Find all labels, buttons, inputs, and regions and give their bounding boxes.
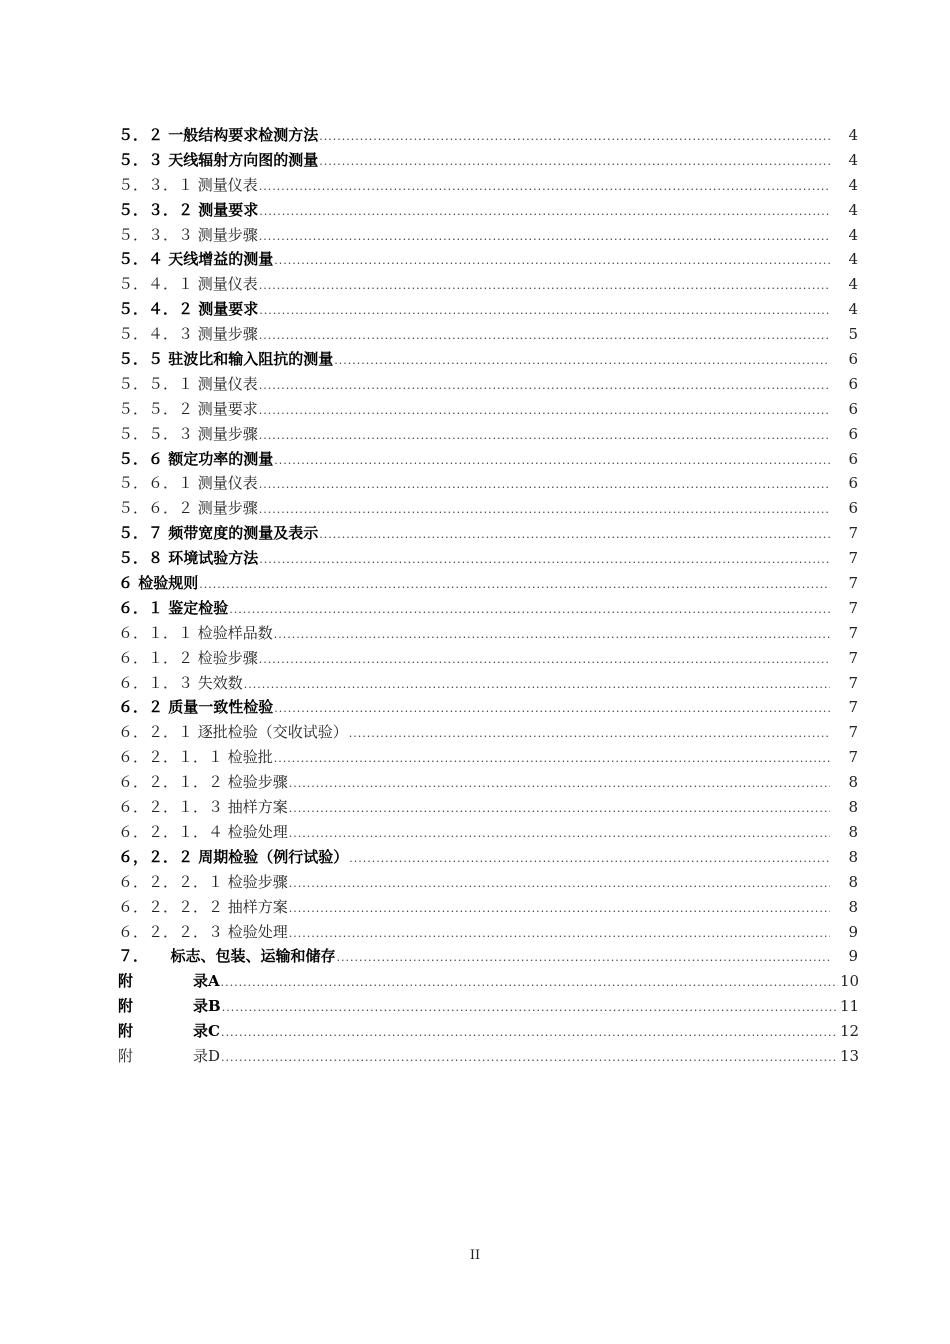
toc-page-number: 7 xyxy=(848,648,858,667)
dot-leader xyxy=(319,528,830,541)
toc-entry[interactable] xyxy=(118,696,858,721)
toc-entry-label: ５．８ 环境试验方法 xyxy=(118,549,259,568)
toc-entry[interactable] xyxy=(118,298,858,323)
toc-entry-label xyxy=(118,995,221,1016)
toc-entry[interactable] xyxy=(118,248,858,273)
toc-page-number: 10 xyxy=(840,972,860,991)
dot-leader xyxy=(319,155,830,168)
toc-page-number: 7 xyxy=(848,748,858,767)
toc-entry-label: ６，２．２ 周期检验（例行试验） xyxy=(118,847,349,866)
toc-entry-label: ５．３．３ 测量步骤 xyxy=(118,225,258,244)
toc-entry[interactable] xyxy=(118,622,858,647)
toc-page-number: 7 xyxy=(848,723,858,742)
toc-page-number: 7 xyxy=(848,574,858,593)
toc-entry[interactable] xyxy=(118,597,858,622)
toc-page-number: 8 xyxy=(848,897,858,916)
dot-leader xyxy=(199,578,830,591)
toc-page-number: 5 xyxy=(848,325,858,344)
dot-leader xyxy=(259,230,830,243)
dot-leader xyxy=(274,702,830,715)
toc-page-number: 7 xyxy=(848,549,858,568)
toc-entry[interactable] xyxy=(118,472,858,497)
dot-leader xyxy=(289,777,830,790)
toc-entry-label: ５．６ 额定功率的测量 xyxy=(118,449,274,468)
toc-page-number: 6 xyxy=(848,424,858,443)
toc-entry[interactable] xyxy=(118,224,858,249)
toc-entry-label: ５．４．１ 测量仪表 xyxy=(118,275,258,294)
toc-entry-label xyxy=(118,970,220,991)
toc-page-number: 9 xyxy=(848,922,858,941)
toc-entry[interactable] xyxy=(118,149,858,174)
toc-entry[interactable] xyxy=(118,771,858,796)
toc-entry-label: ５．７ 频带宽度的测量及表示 xyxy=(118,524,319,543)
appendix-prefix: 附 xyxy=(118,1022,134,1041)
toc-entry-label: ６．２．２．１ 检验步骤 xyxy=(118,872,288,891)
toc-entry[interactable] xyxy=(118,746,858,771)
toc-entry-label: ６．２．１．３ 抽样方案 xyxy=(118,798,288,817)
toc-page-number: 4 xyxy=(848,300,858,319)
toc-entry-label: ５．５．１ 测量仪表 xyxy=(118,374,258,393)
toc-entry[interactable] xyxy=(118,522,858,547)
toc-entry[interactable] xyxy=(118,821,858,846)
toc-entry-label: ５．４．２ 测量要求 xyxy=(118,300,259,319)
toc-entry-label: ５．５．２ 测量要求 xyxy=(118,399,258,418)
dot-leader xyxy=(259,553,830,566)
dot-leader xyxy=(337,951,830,964)
toc-entry[interactable] xyxy=(118,497,858,522)
dot-leader xyxy=(274,254,830,267)
dot-leader xyxy=(334,354,830,367)
toc-page-number: 8 xyxy=(848,847,858,866)
toc-entry[interactable] xyxy=(118,273,858,298)
toc-page-number: 4 xyxy=(848,150,858,169)
toc-entry-label: ５．５ 驻波比和输入阻抗的测量 xyxy=(118,350,334,369)
toc-page-number: 4 xyxy=(848,275,858,294)
toc-page-number: 11 xyxy=(840,997,860,1016)
toc-entry-label: ６．１．３ 失效数 xyxy=(118,673,243,692)
toc-page-number: 6 xyxy=(848,449,858,468)
toc-page-number: 8 xyxy=(848,872,858,891)
toc-entry-label xyxy=(118,1045,220,1066)
toc-entry-label: ５．３．１ 测量仪表 xyxy=(118,175,258,194)
toc-entry-label: ６．２．１ 逐批检验（交收试验） xyxy=(118,723,348,742)
toc-entry[interactable] xyxy=(118,921,858,946)
toc-entry[interactable] xyxy=(118,348,858,373)
toc-page-number: 7 xyxy=(848,623,858,642)
toc-entry-label: ６ 检验规则 xyxy=(118,574,199,593)
toc-page-number: 7 xyxy=(848,598,858,617)
toc-entry[interactable] xyxy=(118,398,858,423)
appendix-prefix: 附 xyxy=(118,997,134,1016)
toc-entry[interactable] xyxy=(118,323,858,348)
dot-leader xyxy=(259,404,830,417)
toc-page-number: 13 xyxy=(840,1046,860,1065)
toc-entry-label: ５．６．２ 测量步骤 xyxy=(118,499,258,518)
toc-entry-label: ６．１ 鉴定检验 xyxy=(118,598,229,617)
dot-leader xyxy=(274,454,830,467)
toc-page-number: 7 xyxy=(848,673,858,692)
appendix-title: 录D xyxy=(193,1046,221,1065)
toc-entry-label: ５．５．３ 测量步骤 xyxy=(118,424,258,443)
dot-leader xyxy=(349,852,830,865)
dot-leader xyxy=(289,802,830,815)
toc-entry-label: ６．２．２．３ 检验处理 xyxy=(118,922,288,941)
dot-leader xyxy=(289,827,830,840)
toc-entry-label: ６．２．１．１ 检验批 xyxy=(118,748,273,767)
dot-leader xyxy=(259,205,830,218)
dot-leader xyxy=(289,902,830,915)
toc-entry[interactable] xyxy=(118,373,858,398)
toc-entry-label: ６．２ 质量一致性检验 xyxy=(118,698,274,717)
toc-entry-label: ７． 标志、包装、运输和储存 xyxy=(118,947,336,966)
toc-page-number: 4 xyxy=(848,175,858,194)
toc-page-number: 6 xyxy=(848,474,858,493)
appendix-title: 录C xyxy=(193,1022,220,1041)
toc-entry-label: ６．１．１ 检验样品数 xyxy=(118,623,273,642)
appendix-entry[interactable] xyxy=(118,970,858,995)
toc-entry-label: ６．１．２ 检验步骤 xyxy=(118,648,258,667)
toc-entry[interactable] xyxy=(118,796,858,821)
toc-entry[interactable] xyxy=(118,448,858,473)
toc-page-number: 4 xyxy=(848,200,858,219)
toc-entry-label: ５．３ 天线辐射方向图的测量 xyxy=(118,150,319,169)
dot-leader xyxy=(319,130,830,143)
appendix-title: 录A xyxy=(193,972,220,991)
appendix-entry[interactable] xyxy=(118,1045,858,1070)
toc-entry[interactable] xyxy=(118,423,858,448)
dot-leader xyxy=(259,304,830,317)
toc-page-number: 6 xyxy=(848,499,858,518)
toc-entry-label: ５．６．１ 测量仪表 xyxy=(118,474,258,493)
dot-leader xyxy=(274,752,830,765)
toc-entries xyxy=(118,124,858,970)
toc-page-number: 8 xyxy=(848,773,858,792)
dot-leader xyxy=(259,478,830,491)
appendix-title: 录B xyxy=(193,997,221,1016)
dot-leader xyxy=(259,503,830,516)
dot-leader xyxy=(221,1026,838,1039)
toc-page-number: 4 xyxy=(848,126,858,144)
dot-leader xyxy=(259,429,830,442)
toc-entry[interactable] xyxy=(118,672,858,697)
dot-leader xyxy=(259,379,830,392)
toc-entry[interactable] xyxy=(118,199,858,224)
toc-entry[interactable] xyxy=(118,124,858,149)
toc-entry-label: ５．４．３ 测量步骤 xyxy=(118,325,258,344)
dot-leader xyxy=(289,877,830,890)
dot-leader xyxy=(229,603,830,616)
dot-leader xyxy=(259,279,830,292)
dot-leader xyxy=(221,976,838,989)
toc-entry-label: ５．４ 天线增益的测量 xyxy=(118,250,274,269)
toc-page-number: 12 xyxy=(840,1022,860,1041)
toc-page-number: 9 xyxy=(848,947,858,966)
toc-page-number: 7 xyxy=(848,698,858,717)
toc-entry[interactable] xyxy=(118,547,858,572)
dot-leader xyxy=(274,628,830,641)
dot-leader xyxy=(244,678,830,691)
toc-page-number: 6 xyxy=(848,399,858,418)
page-number: II xyxy=(469,1248,481,1263)
toc-page-number: 8 xyxy=(848,798,858,817)
toc-entry[interactable] xyxy=(118,721,858,746)
toc-entry-label: ６．２．１．４ 检验处理 xyxy=(118,822,288,841)
appendix-prefix: 附 xyxy=(118,972,134,991)
toc-entry[interactable] xyxy=(118,174,858,199)
toc-entry-label: ６．２．２．２ 抽样方案 xyxy=(118,897,288,916)
appendix-prefix: 附 xyxy=(118,1046,134,1065)
toc-page-number: 4 xyxy=(848,225,858,244)
toc-entry-label: ６．２．１．２ 检验步骤 xyxy=(118,773,288,792)
toc-entry[interactable] xyxy=(118,945,858,970)
toc-entry[interactable] xyxy=(118,896,858,921)
toc-entry[interactable] xyxy=(118,647,858,672)
appendix-entries xyxy=(118,970,858,1070)
toc-page-number: 8 xyxy=(848,822,858,841)
dot-leader xyxy=(289,927,830,940)
appendix-entry[interactable] xyxy=(118,1020,858,1045)
toc-page-number: 7 xyxy=(848,524,858,543)
toc-page-number: 6 xyxy=(848,374,858,393)
dot-leader xyxy=(259,329,830,342)
toc-entry-label: ５．３．２ 测量要求 xyxy=(118,200,259,219)
toc-entry-label: ５．２ 一般结构要求检测方法 xyxy=(118,126,319,144)
dot-leader xyxy=(259,180,830,193)
dot-leader xyxy=(259,653,830,666)
appendix-entry[interactable] xyxy=(118,995,858,1020)
toc-entry-label xyxy=(118,1020,220,1041)
table-of-contents xyxy=(118,124,858,1070)
dot-leader xyxy=(222,1001,838,1014)
dot-leader xyxy=(221,1051,838,1064)
toc-page-number: 6 xyxy=(848,350,858,369)
toc-page-number: 4 xyxy=(848,250,858,269)
dot-leader xyxy=(349,727,830,740)
toc-entry[interactable] xyxy=(118,846,858,871)
toc-entry[interactable] xyxy=(118,871,858,896)
toc-entry[interactable] xyxy=(118,572,858,597)
